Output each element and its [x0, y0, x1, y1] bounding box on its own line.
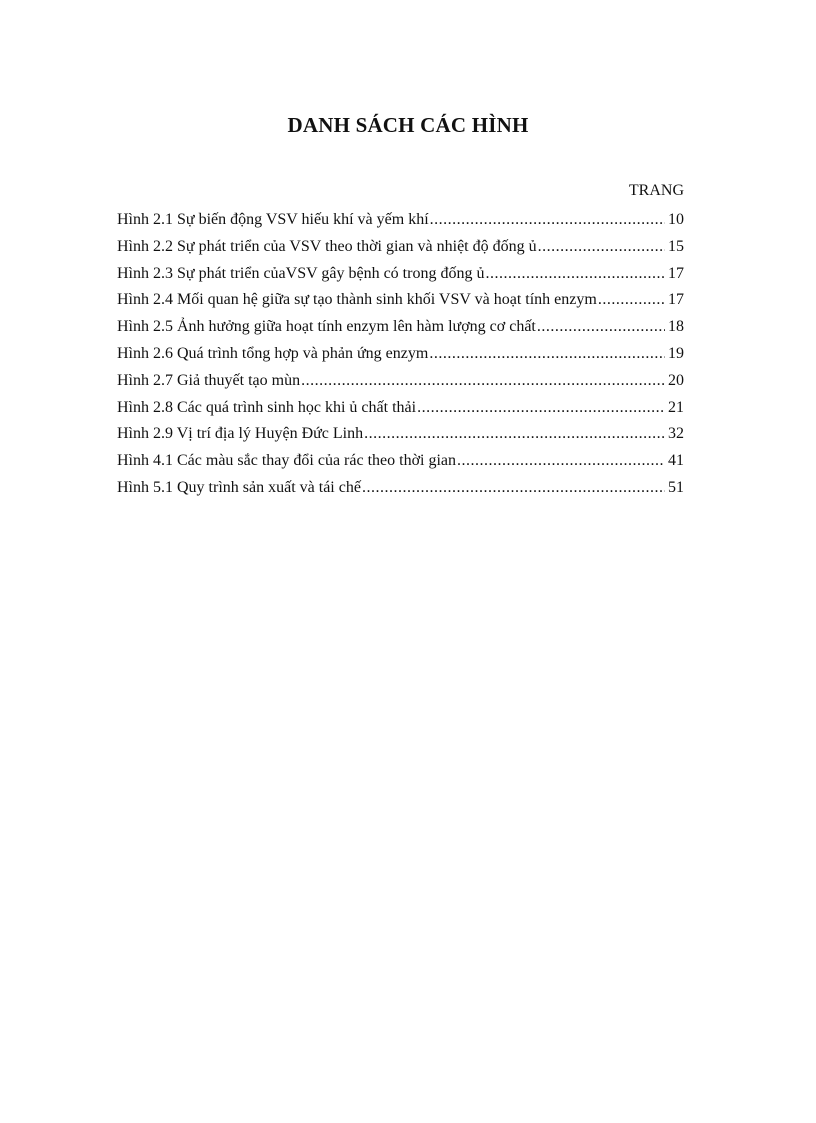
- figure-entry-label: Hình 5.1 Quy trình sản xuất và tái chế: [117, 478, 361, 496]
- dot-leader: [485, 265, 665, 283]
- dot-leader: [537, 318, 665, 336]
- dot-leader: [364, 425, 665, 443]
- dot-leader: [362, 479, 665, 497]
- figure-entry-label: Hình 2.8 Các quá trình sinh học khi ủ chất thải: [117, 398, 417, 416]
- dot-leader: [430, 211, 665, 229]
- figure-entry-page: 15: [668, 237, 684, 255]
- figure-entry[interactable]: [117, 318, 684, 345]
- figure-entry[interactable]: [117, 238, 684, 265]
- figure-entry-label: Hình 2.7 Giả thuyết tạo mùn: [117, 371, 301, 389]
- dot-leader: [429, 345, 665, 363]
- figure-entry-label: Hình 4.1 Các màu sắc thay đổi của rác theo thời gian: [117, 452, 457, 470]
- figure-entry-page: 17: [668, 291, 684, 309]
- figure-entry-page: 17: [668, 264, 684, 282]
- figure-entry-label: Hình 2.3 Sự phát triển củaVSV gây bệnh có trong đống ủ: [117, 264, 485, 282]
- figure-entry[interactable]: [117, 265, 684, 292]
- figure-entry-page: 41: [668, 452, 684, 470]
- figure-entry[interactable]: [117, 425, 684, 452]
- figure-entry[interactable]: [117, 291, 684, 318]
- figure-entry-page: 19: [668, 344, 684, 362]
- dot-leader: [301, 372, 665, 390]
- figure-entry-label: Hình 2.6 Quá trình tổng hợp và phản ứng enzym: [117, 344, 429, 362]
- figure-entry-page: 51: [668, 478, 684, 496]
- figure-entry-page: 10: [668, 211, 684, 228]
- figure-entry-label: Hình 2.1 Sự biến động VSV hiếu khí và yếm khí: [117, 211, 429, 228]
- figure-entry-label: Hình 2.4 Mối quan hệ giữa sự tạo thành sinh khối VSV và hoạt tính enzym: [117, 291, 597, 309]
- figure-entry[interactable]: [117, 211, 684, 238]
- dot-leader: [538, 238, 665, 256]
- figure-entry[interactable]: [117, 479, 684, 506]
- figure-entry-page: 18: [668, 318, 684, 336]
- figure-entry[interactable]: [117, 372, 684, 399]
- figure-entry[interactable]: [117, 452, 684, 479]
- figure-entry[interactable]: [117, 345, 684, 372]
- page-title: DANH SÁCH CÁC HÌNH: [287, 113, 529, 137]
- dot-leader: [457, 452, 665, 470]
- figure-entry-label: Hình 2.9 Vị trí địa lý Huyện Đức Linh: [117, 425, 364, 443]
- page-column-label: TRANG: [628, 182, 684, 199]
- figure-entry-label: Hình 2.2 Sự phát triển của VSV theo thời gian và nhiệt độ đống ủ: [117, 237, 537, 255]
- figure-entry-page: 32: [668, 425, 684, 443]
- figure-entry-page: 20: [668, 371, 684, 389]
- figure-list: [117, 211, 684, 506]
- figure-entry-label: Hình 2.5 Ảnh hưởng giữa hoạt tính enzym lên hàm lượng cơ chất: [117, 318, 536, 336]
- dot-leader: [598, 291, 665, 309]
- dot-leader: [417, 399, 665, 417]
- figure-entry[interactable]: [117, 399, 684, 426]
- figure-entry-page: 21: [668, 398, 684, 416]
